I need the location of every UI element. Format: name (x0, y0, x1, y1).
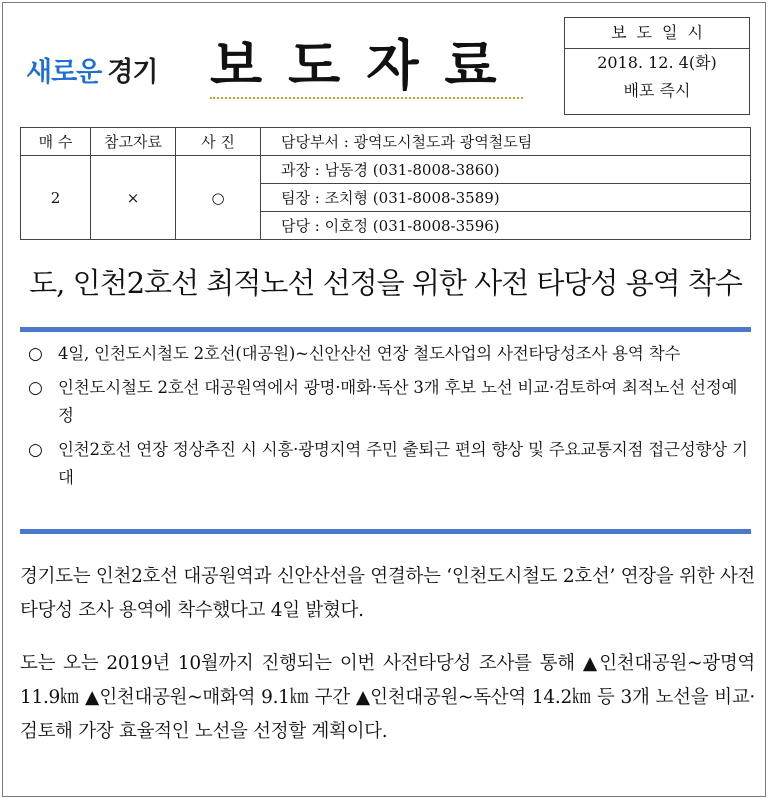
divider-top (20, 327, 751, 332)
header-photo: 사 진 (176, 128, 261, 156)
circle-bullet-icon: ○ (28, 344, 43, 364)
logo-text-gyeonggi: 경기 (107, 57, 158, 88)
contact-manager: 과장 : 남동경 (031-8008-3860) (261, 156, 751, 184)
release-date-box (564, 17, 750, 115)
gyeonggi-logo (26, 50, 191, 88)
circle-bullet-icon: ○ (28, 440, 43, 460)
page-count: 2 (21, 156, 91, 240)
release-note: 배포 즉시 (623, 81, 691, 100)
list-item: ○ 4일, 인천도시철도 2호선(대공원)~신안산선 연장 철도사업의 사전타당성조사 용역 착수 (28, 340, 748, 368)
divider-bottom (20, 529, 751, 534)
contact-staff: 담당 : 이호정 (031-8008-3596) (261, 212, 751, 240)
press-release-title: 보도자료 (210, 33, 523, 97)
list-item: ○ 인천2호선 연장 정상추진 시 시흥·광명지역 주민 출퇴근 편의 향상 및 주요교통지점 접근성향상 기대 (28, 436, 748, 492)
contact-info-table (20, 127, 751, 240)
body-paragraph-2: 도는 오는 2019년 10월까지 진행되는 이번 사전타당성 조사를 통해 ▲인천대공원~광명역 11.9㎞ ▲인천대공원~매화역 9.1㎞ 구간 ▲인천대공원~독산역 14.2㎞ 등 3개 노선을 비교·검토해 가장 효율적인 노선을 선정할 계획이다. (20, 653, 755, 742)
photo-value: ○ (176, 156, 261, 240)
body-paragraph-1: 경기도는 인천2호선 대공원역과 신안산선을 연결하는 ‘인천도시철도 2호선’ 연장을 위한 사전타당성 조사 용역에 착수했다고 4일 밝혔다. (20, 566, 755, 621)
headline: 도, 인천2호선 최적노선 선정을 위한 사전 타당성 용역 착수 (29, 266, 742, 300)
department: 담당부서 : 광역도시철도과 광역철도팀 (261, 128, 751, 156)
reference-value: × (91, 156, 176, 240)
contact-team-leader: 팀장 : 조치형 (031-8008-3589) (261, 184, 751, 212)
header-reference: 참고자료 (91, 128, 176, 156)
list-item: ○ 인천도시철도 2호선 대공원역에서 광명·매화·독산 3개 후보 노선 비교·검토하여 최적노선 선정예정 (28, 374, 748, 430)
release-date: 2018. 12. 4(화) (597, 53, 717, 72)
logo-text-new: 새로운 (26, 57, 102, 88)
circle-bullet-icon: ○ (28, 378, 43, 398)
summary-bullets (28, 340, 748, 498)
release-date-header: 보도일시 (565, 18, 749, 49)
header-count: 매 수 (21, 128, 91, 156)
